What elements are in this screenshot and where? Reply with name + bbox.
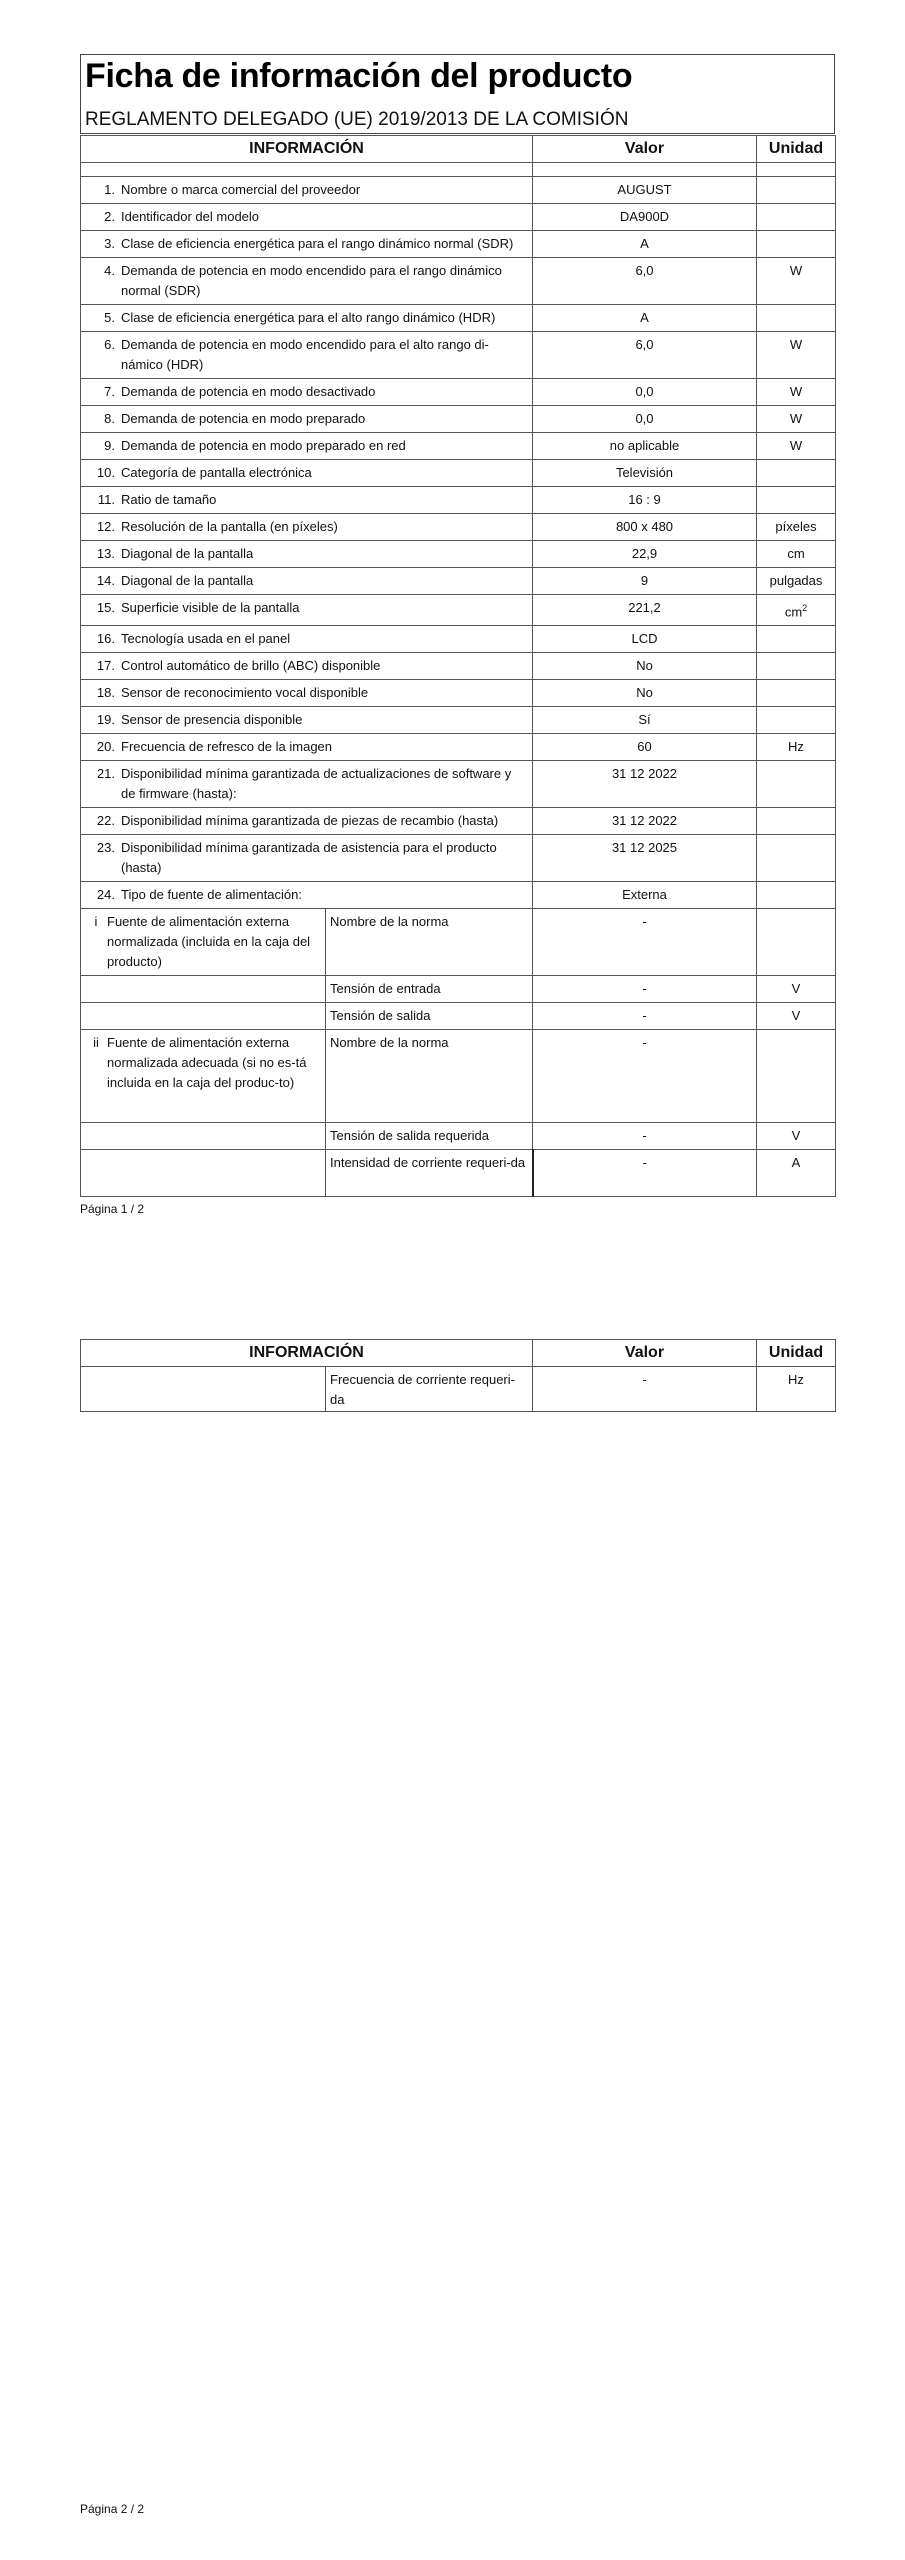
page-title: Ficha de información del producto xyxy=(85,57,633,95)
row-number: 22. xyxy=(96,813,115,829)
row-label: Clase de eficiencia energética para el rango dinámico normal (SDR) xyxy=(121,236,514,251)
row-value: LCD xyxy=(533,626,757,653)
table-row xyxy=(81,734,836,761)
row-unit xyxy=(757,882,836,909)
row-value: 60 xyxy=(533,734,757,761)
row-number: 24. xyxy=(96,887,115,903)
psu-i-output-label: Tensión de salida xyxy=(330,1008,431,1024)
table-row xyxy=(81,595,836,626)
row-label: Disponibilidad mínima garantizada de piezas de recambio (hasta) xyxy=(121,813,499,829)
table-row xyxy=(81,808,836,835)
row-label: Diagonal de la pantalla xyxy=(121,546,254,561)
table-row xyxy=(81,761,836,808)
row-unit xyxy=(757,707,836,734)
row-value: No xyxy=(533,680,757,707)
col-header-info-2: INFORMACIÓN xyxy=(81,1340,533,1367)
row-number: 5. xyxy=(104,310,115,325)
table-row xyxy=(81,882,836,909)
psu-ii-norm-label: Nombre de la norma xyxy=(330,1035,449,1051)
info-table-continued xyxy=(80,1339,836,1412)
psu-i-input-label: Tensión de entrada xyxy=(330,981,441,997)
row-number: 8. xyxy=(104,411,115,426)
row-unit xyxy=(757,231,836,258)
table-row xyxy=(81,835,836,882)
table-row xyxy=(81,177,836,204)
table-row xyxy=(81,204,836,231)
col-header-info: INFORMACIÓN xyxy=(81,136,533,163)
row-number: 7. xyxy=(104,384,115,399)
row-unit xyxy=(757,204,836,231)
row-number: 15. xyxy=(96,600,115,615)
header-box xyxy=(80,54,835,134)
row-number: 9. xyxy=(104,438,115,453)
psu-i-output-unit: V xyxy=(757,1003,836,1030)
row-unit xyxy=(757,332,836,379)
psu-ii-label: Fuente de alimentación externa normalizada adecuada (si no es-tá incluida en la caja del produc-to) xyxy=(107,1035,307,1091)
table-row xyxy=(81,433,836,460)
row-number: 16. xyxy=(96,631,115,647)
psu-ii-freq-unit: Hz xyxy=(757,1367,836,1412)
row-unit xyxy=(757,595,836,626)
row-value: Sí xyxy=(533,707,757,734)
table-row xyxy=(81,707,836,734)
row-label: Diagonal de la pantalla xyxy=(121,573,254,588)
psu-ii-current-unit: A xyxy=(757,1150,836,1197)
table-row xyxy=(81,653,836,680)
row-label: Disponibilidad mínima garantizada de actualizaciones de software y de firmware (hasta): xyxy=(121,766,512,802)
psu-ii-voltage-value: - xyxy=(533,1123,757,1150)
row-value: 6,0 xyxy=(533,332,757,379)
row-number: 3. xyxy=(104,236,115,251)
row-value: Televisión xyxy=(533,460,757,487)
row-number: 19. xyxy=(96,712,115,728)
row-label: Sensor de presencia disponible xyxy=(121,712,303,728)
row-unit xyxy=(757,177,836,204)
row-unit-text: píxeles xyxy=(775,519,817,534)
col-header-value: Valor xyxy=(533,136,757,163)
row-value: 16 : 9 xyxy=(533,487,757,514)
table-row xyxy=(81,541,836,568)
row-label: Disponibilidad mínima garantizada de asistencia para el producto (hasta) xyxy=(121,840,497,876)
row-number: 18. xyxy=(96,685,115,701)
regulation-subtitle: REGLAMENTO DELEGADO (UE) 2019/2013 DE LA COMISIÓN xyxy=(85,109,629,130)
row-unit xyxy=(757,487,836,514)
row-value: 0,0 xyxy=(533,379,757,406)
psu-ii-roman: ii xyxy=(93,1035,99,1051)
row-label: Frecuencia de refresco de la imagen xyxy=(121,739,333,755)
row-number: 20. xyxy=(96,739,115,755)
row-unit-text: W xyxy=(789,263,803,278)
row-label: Nombre o marca comercial del proveedor xyxy=(121,182,361,197)
table-row xyxy=(81,406,836,433)
row-value: Externa xyxy=(533,882,757,909)
row-unit xyxy=(757,433,836,460)
table-row xyxy=(81,568,836,595)
row-label: Categoría de pantalla electrónica xyxy=(121,465,312,480)
row-number: 10. xyxy=(96,465,115,480)
row-label: Ratio de tamaño xyxy=(121,492,217,507)
psu-i-norm-label: Nombre de la norma xyxy=(330,914,449,930)
table-row xyxy=(81,487,836,514)
row-number: 11. xyxy=(97,492,115,507)
psu-ii-current-value: - xyxy=(533,1150,757,1197)
psu-i-label: Fuente de alimentación externa normalizada (incluida en la caja del producto) xyxy=(107,914,311,970)
table-row xyxy=(81,680,836,707)
row-unit xyxy=(757,568,836,595)
row-value: 9 xyxy=(533,568,757,595)
table-row xyxy=(81,332,836,379)
row-label: Identificador del modelo xyxy=(121,209,260,224)
table-row xyxy=(81,231,836,258)
row-number: 1. xyxy=(104,182,115,197)
table-row xyxy=(81,305,836,332)
spacer-row xyxy=(81,163,836,177)
row-number: 13. xyxy=(96,546,115,561)
row-value: 800 x 480 xyxy=(533,514,757,541)
psu-i-input-row xyxy=(81,976,836,1003)
row-unit xyxy=(757,379,836,406)
row-unit xyxy=(757,653,836,680)
row-label: Sensor de reconocimiento vocal disponible xyxy=(121,685,369,701)
row-unit xyxy=(757,761,836,808)
info-table xyxy=(80,135,836,1197)
page-2 xyxy=(0,1280,905,2560)
psu-i-input-value: - xyxy=(533,976,757,1003)
psu-i-norm-value: - xyxy=(533,909,757,976)
row-number: 12. xyxy=(96,519,115,534)
row-unit-text: pulgadas xyxy=(769,573,823,588)
page-number-1: Página 1 / 2 xyxy=(80,1202,145,1216)
row-value: 22,9 xyxy=(533,541,757,568)
table-header-row xyxy=(81,136,836,163)
row-value: 31 12 2022 xyxy=(533,761,757,808)
psu-i-output-value: - xyxy=(533,1003,757,1030)
row-number: 14. xyxy=(96,573,115,588)
row-unit-text: W xyxy=(789,337,803,352)
row-label: Tecnología usada en el panel xyxy=(121,631,291,647)
table-row xyxy=(81,258,836,305)
row-label: Demanda de potencia en modo encendido para el rango dinámico normal (SDR) xyxy=(121,263,502,298)
col-header-unit: Unidad xyxy=(757,136,836,163)
row-unit xyxy=(757,305,836,332)
row-number: 17. xyxy=(96,658,115,674)
table-header-row-2 xyxy=(81,1340,836,1367)
row-label: Tipo de fuente de alimentación: xyxy=(121,887,302,903)
row-label: Demanda de potencia en modo desactivado xyxy=(121,384,376,399)
row-unit xyxy=(757,514,836,541)
psu-ii-norm-value: - xyxy=(533,1030,757,1123)
row-value: 6,0 xyxy=(533,258,757,305)
row-value: AUGUST xyxy=(533,177,757,204)
row-label: Superficie visible de la pantalla xyxy=(121,600,300,615)
psu-ii-norm-row xyxy=(81,1030,836,1123)
row-unit-text: cm xyxy=(784,604,803,620)
row-value: no aplicable xyxy=(533,433,757,460)
row-unit xyxy=(757,808,836,835)
row-label: Demanda de potencia en modo preparado xyxy=(121,411,366,426)
row-label: Control automático de brillo (ABC) disponible xyxy=(121,658,381,674)
row-value: DA900D xyxy=(533,204,757,231)
row-value: 31 12 2025 xyxy=(533,835,757,882)
row-number: 23. xyxy=(96,840,115,856)
row-unit xyxy=(757,734,836,761)
row-number: 4. xyxy=(104,263,115,278)
row-value: A xyxy=(533,231,757,258)
row-unit xyxy=(757,541,836,568)
row-value: No xyxy=(533,653,757,680)
psu-ii-voltage-row xyxy=(81,1123,836,1150)
row-value: 221,2 xyxy=(533,595,757,626)
col-header-value-2: Valor xyxy=(533,1340,757,1367)
psu-ii-voltage-unit: V xyxy=(757,1123,836,1150)
row-unit xyxy=(757,626,836,653)
table-row xyxy=(81,626,836,653)
psu-i-input-unit: V xyxy=(757,976,836,1003)
psu-ii-current-label: Intensidad de corriente requeri-da xyxy=(330,1155,526,1171)
row-unit xyxy=(757,406,836,433)
psu-ii-voltage-label: Tensión de salida requerida xyxy=(330,1128,489,1144)
row-unit xyxy=(757,258,836,305)
row-unit-text: W xyxy=(789,384,803,399)
page-number-2: Página 2 / 2 xyxy=(80,2502,145,2516)
psu-ii-current-row xyxy=(81,1150,836,1197)
table-row xyxy=(81,379,836,406)
row-label: Resolución de la pantalla (en píxeles) xyxy=(121,519,338,534)
row-unit-text: cm xyxy=(787,546,805,561)
row-value: 0,0 xyxy=(533,406,757,433)
row-value: 31 12 2022 xyxy=(533,808,757,835)
psu-i-norm-row xyxy=(81,909,836,976)
row-label: Demanda de potencia en modo encendido para el alto rango di-námico (HDR) xyxy=(121,337,489,372)
row-label: Clase de eficiencia energética para el alto rango dinámico (HDR) xyxy=(121,310,496,325)
row-unit xyxy=(757,835,836,882)
row-number: 21. xyxy=(96,766,115,782)
table-row xyxy=(81,460,836,487)
psu-ii-freq-label: Frecuencia de corriente requeri-da xyxy=(330,1372,515,1407)
psu-ii-freq-value: - xyxy=(533,1367,757,1412)
row-unit-text: W xyxy=(789,411,803,426)
row-value: A xyxy=(533,305,757,332)
row-number: 2. xyxy=(104,209,115,224)
unit-superscript: 2 xyxy=(802,603,808,613)
row-unit xyxy=(757,460,836,487)
table-row xyxy=(81,514,836,541)
psu-i-roman: i xyxy=(94,914,98,930)
row-number: 6. xyxy=(104,337,115,352)
row-unit-text: W xyxy=(789,438,803,453)
row-unit-text: Hz xyxy=(788,739,804,755)
psu-i-output-row xyxy=(81,1003,836,1030)
row-unit xyxy=(757,680,836,707)
row-label: Demanda de potencia en modo preparado en red xyxy=(121,438,406,453)
col-header-unit-2: Unidad xyxy=(757,1340,836,1367)
psu-ii-frequency-row xyxy=(81,1367,836,1412)
